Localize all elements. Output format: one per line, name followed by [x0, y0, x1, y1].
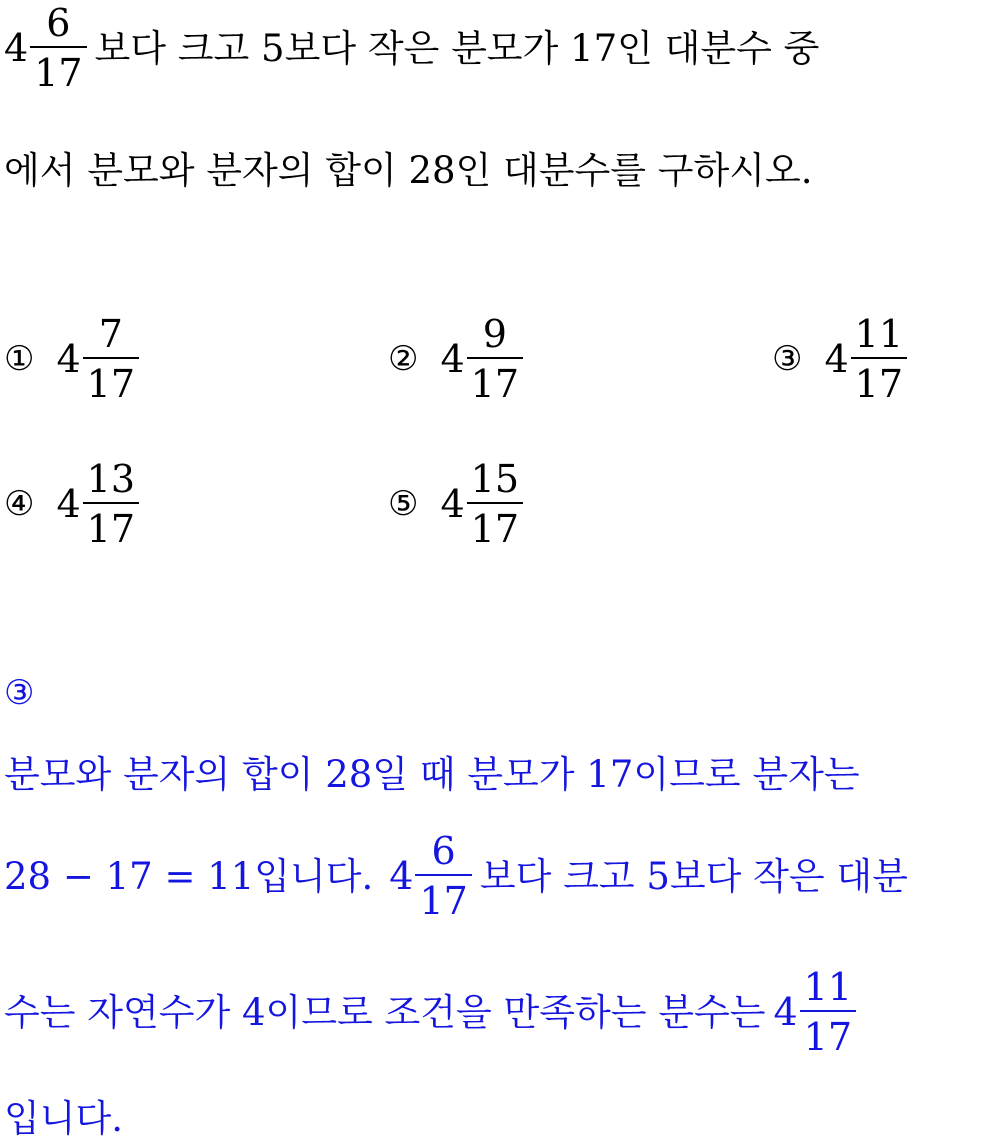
answer-line-1: [4, 753, 860, 796]
mixed-number: [389, 829, 472, 923]
fraction: [467, 457, 523, 551]
question-line-1: [4, 1, 820, 95]
numerator: 11: [803, 965, 852, 1009]
choice-marker: ②: [388, 339, 419, 379]
answer-text-4: 입니다.: [4, 1097, 123, 1140]
denominator: 17: [83, 357, 139, 403]
fraction: [83, 312, 139, 406]
choice-marker: ④: [4, 484, 35, 524]
numerator: 13: [86, 457, 136, 501]
fraction: [83, 457, 139, 551]
question-text-1: 보다 크고 5보다 작은 분모가 17인 대분수 중: [94, 26, 820, 70]
whole-part: 4: [440, 337, 465, 381]
whole-part: 4: [773, 990, 798, 1034]
numerator: 6: [46, 1, 71, 45]
answer-marker: ③: [4, 673, 35, 713]
fraction: [415, 829, 471, 923]
answer-text-1: 분모와 분자의 합이 28일 때 분모가 17이므로 분자는: [4, 753, 860, 796]
whole-part: 4: [56, 482, 81, 526]
answer-line-2: [4, 829, 908, 923]
numerator: 7: [98, 312, 123, 356]
choice-marker: ③: [772, 339, 803, 379]
choice-marker: ①: [4, 339, 35, 379]
question-text-2: 에서 분모와 분자의 합이 28인 대분수를 구하시오.: [4, 149, 813, 192]
answer-line-4: [4, 1097, 123, 1140]
numerator: 11: [854, 312, 904, 356]
numerator: 9: [482, 312, 507, 356]
fraction: [467, 312, 523, 406]
answer-expression: 28 − 17 = 11입니다.: [4, 854, 374, 898]
choice-4[interactable]: [4, 457, 139, 551]
denominator: 17: [467, 357, 523, 403]
choice-5[interactable]: [388, 457, 523, 551]
mixed-number: [773, 965, 856, 1059]
whole-part: 4: [824, 337, 849, 381]
mixed-number: [4, 1, 87, 95]
answer-marker-line: [4, 673, 56, 713]
answer-text-2: 보다 크고 5보다 작은 대분: [479, 854, 908, 898]
answer-line-3: [4, 965, 856, 1059]
whole-part: 4: [389, 854, 414, 898]
choice-3[interactable]: [772, 312, 907, 406]
denominator: 17: [467, 502, 523, 548]
denominator: 17: [800, 1010, 856, 1056]
fraction: [851, 312, 907, 406]
fraction: [800, 965, 856, 1059]
denominator: 17: [851, 357, 907, 403]
whole-part: 4: [56, 337, 81, 381]
denominator: 17: [30, 46, 86, 92]
choice-2[interactable]: [388, 312, 523, 406]
whole-part: 4: [4, 26, 29, 70]
question-line-2: [4, 149, 813, 192]
numerator: 6: [431, 829, 456, 873]
choice-marker: ⑤: [388, 484, 419, 524]
choice-1[interactable]: [4, 312, 139, 406]
fraction: [30, 1, 86, 95]
answer-text-3: 수는 자연수가 4이므로 조건을 만족하는 분수는: [4, 990, 766, 1034]
numerator: 15: [470, 457, 520, 501]
denominator: 17: [83, 502, 139, 548]
denominator: 17: [415, 874, 471, 920]
whole-part: 4: [440, 482, 465, 526]
